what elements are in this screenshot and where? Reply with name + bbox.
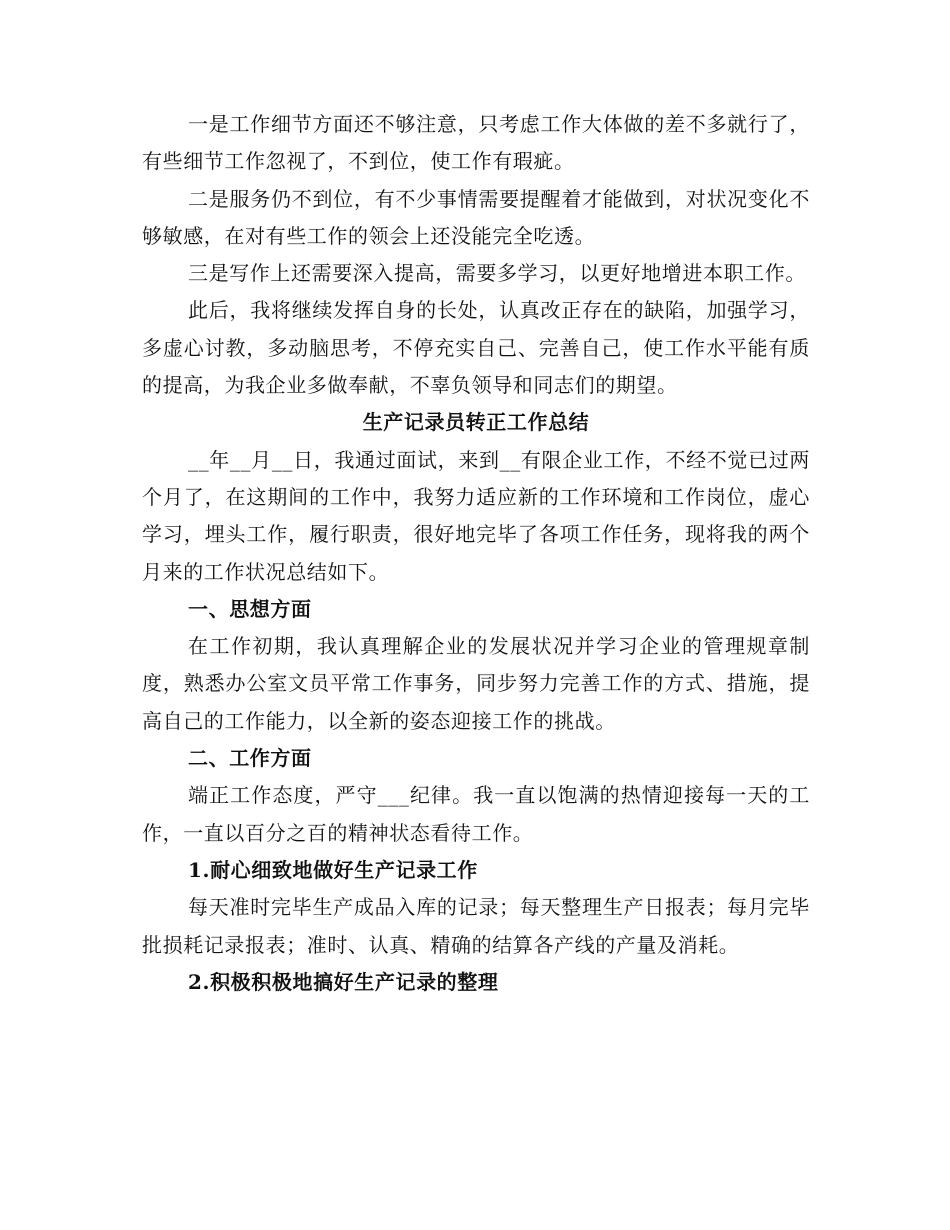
section-heading-work: 二、工作方面 xyxy=(188,746,312,771)
document-page xyxy=(142,106,810,1001)
paragraph-records: 每天准时完毕生产成品入库的记录；每天整理生产日报表；每月完毕批损耗记录报表；准时、认真、精确的结算各产线的产量及消耗。 xyxy=(142,895,810,957)
section-heading-thought: 一、思想方面 xyxy=(188,596,312,621)
paragraph-thought: 在工作初期，我认真理解企业的发展状况并学习企业的管理规章制度，熟悉办公室文员平常工作事务，同步努力完善工作的方式、措施，提高自己的工作能力，以全新的姿态迎接工作的挑战。 xyxy=(142,634,810,733)
paragraph-intro: __年__月__日，我通过面试，来到__有限企业工作，不经不觉已过两个月了，在这期间的工作中，我努力适应新的工作环境和工作岗位，虚心学习，埋头工作，履行职责，很好地完毕了各项工作任务，现将我的两个月来的工作状况总结如下。 xyxy=(142,447,810,584)
paragraph-work-attitude: 端正工作态度，严守___纪律。我一直以饱满的热情迎接每一天的工作，一直以百分之百的精神状态看待工作。 xyxy=(142,783,810,845)
subheading-records: 1.耐心细致地做好生产记录工作 xyxy=(188,857,478,882)
paragraph-future-plan: 此后，我将继续发挥自身的长处，认真改正存在的缺陷，加强学习，多虚心讨教，多动脑思考，不停充实自己、完善自己，使工作水平能有质的提高，为我企业多做奉献，不辜负领导和同志们的期望。 xyxy=(142,298,810,398)
paragraph-detail-issues: 一是工作细节方面还不够注意，只考虑工作大体做的差不多就行了，有些细节工作忽视了，不到位，使工作有瑕疵。 xyxy=(142,112,810,174)
paragraph-service-issues: 二是服务仍不到位，有不少事情需要提醒着才能做到，对状况变化不够敏感，在对有些工作的领会上还没能完全吃透。 xyxy=(142,186,810,248)
subheading-organize: 2.积极积极地搞好生产记录的整理 xyxy=(188,969,499,994)
document-title: 生产记录员转正工作总结 xyxy=(362,410,590,435)
paragraph-writing-issues: 三是写作上还需要深入提高，需要多学习，以更好地增进本职工作。 xyxy=(188,261,806,286)
